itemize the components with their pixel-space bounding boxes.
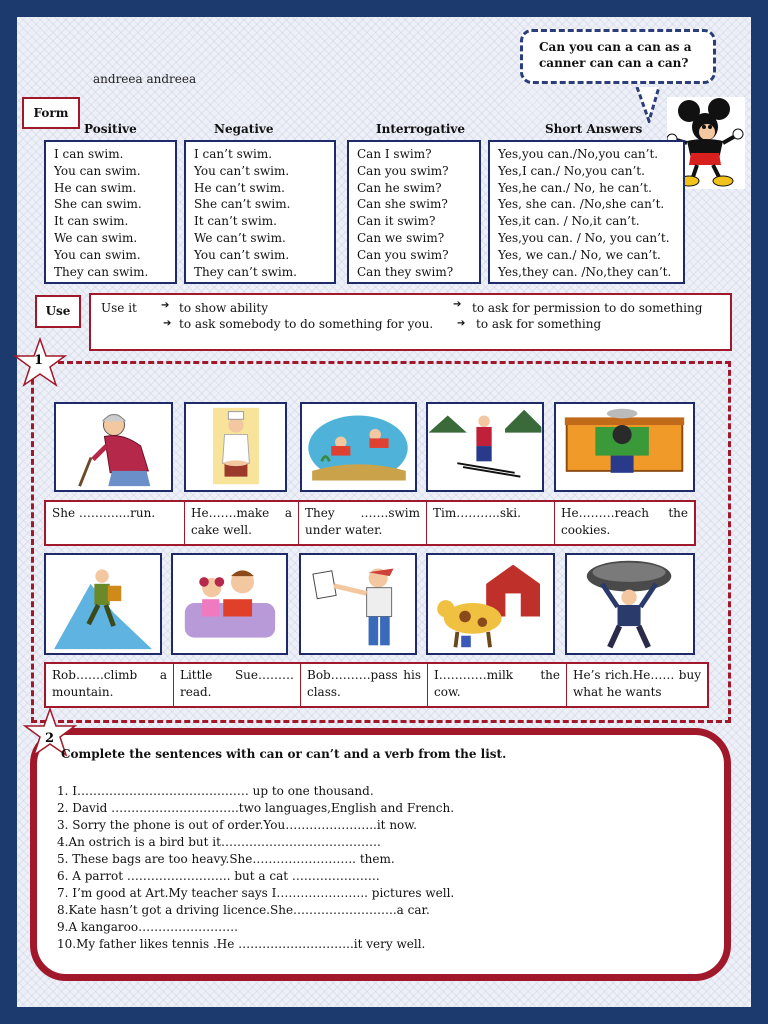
use-intro: Use it: [101, 301, 137, 315]
short-answer-line: Yes,you can./No,you can’t.: [498, 147, 659, 161]
rich-man-picture: [565, 553, 695, 655]
interrogative-line: Can he swim?: [357, 180, 442, 195]
use-permission: to ask for permission to do something: [472, 301, 703, 315]
exercise-2-item: 5. These bags are too heavy.She…………………….. them.: [57, 852, 395, 866]
reading-children-picture: [171, 553, 288, 655]
exercise-2-item: 1. I……………………………….…… up to one thousand.: [57, 784, 374, 798]
sentence-cell: Rob…….climb a mountain.: [46, 664, 174, 706]
short-answers-heading: Short Answers: [545, 122, 643, 136]
positive-line: You can swim.: [54, 163, 141, 178]
short-answer-line: Yes,I can./ No,you can’t.: [498, 163, 645, 178]
positive-line: You can swim.: [54, 247, 141, 262]
arrow-icon: ➔: [457, 318, 466, 329]
arrow-icon: ➔: [161, 300, 170, 311]
exercise-2-item: 8.Kate hasn’t got a driving licence.She……………………..a car.: [57, 903, 430, 917]
use-label: Use: [35, 295, 81, 328]
sentence-cell: Bob……….pass his class.: [301, 664, 428, 706]
negative-line: He can’t swim.: [194, 180, 285, 195]
use-request: to ask somebody to do something for you.: [179, 317, 434, 331]
interrogative-line: Can it swim?: [357, 214, 436, 229]
sentence-cell: He…….make a cake well.: [185, 502, 299, 544]
exercise-2-item: 6. A parrot …………………….. but a cat ………………….: [57, 869, 380, 883]
negative-line: It can’t swim.: [194, 214, 277, 229]
positive-line: She can swim.: [54, 197, 142, 212]
divers-picture: [300, 402, 417, 492]
negative-line: I can’t swim.: [194, 147, 273, 161]
short-answer-line: Yes, she can. /No,she can’t.: [498, 197, 665, 212]
sentence-cell: I…………milk the cow.: [428, 664, 567, 706]
old-woman-picture: [54, 402, 173, 492]
tongue-twister-bubble: Can you can a can as a canner can can a can?: [520, 29, 716, 84]
short-answer-line: Yes, we can./ No, we can’t.: [498, 247, 661, 262]
positive-line: They can swim.: [54, 264, 149, 279]
boy-with-diploma-picture: [299, 553, 417, 655]
sentence-cell: Little Sue……… read.: [174, 664, 301, 706]
short-answer-line: Yes,you can. / No, you can’t.: [498, 230, 670, 245]
exercise-2-item: 2. David …………………………..two languages,English and French.: [57, 801, 455, 815]
negative-line: They can’t swim.: [194, 264, 297, 279]
exercise-2-title: Complete the sentences with can or can’t and a verb from the list.: [61, 747, 507, 761]
interrogative-line: Can you swim?: [357, 163, 449, 178]
sentence-cell: Tim………..ski.: [427, 502, 555, 544]
exercise-1-row-1: [44, 500, 696, 546]
negative-line: You can’t swim.: [194, 247, 290, 262]
positive-line: It can swim.: [54, 214, 129, 229]
negative-line: She can’t swim.: [194, 197, 291, 212]
climber-picture: [44, 553, 162, 655]
sentence-cell: He………reach the cookies.: [561, 506, 688, 537]
negative-heading: Negative: [214, 122, 274, 136]
exercise-2-item: 9.A kangaroo…………………….: [57, 920, 238, 934]
sentence-cell: They …….swim under water.: [299, 502, 427, 544]
interrogative-heading: Interrogative: [376, 122, 466, 136]
interrogative-line: Can I swim?: [357, 147, 432, 161]
cow-and-barn-picture: [426, 553, 555, 655]
form-label: Form: [22, 97, 80, 129]
short-answers-box: [488, 140, 685, 284]
positive-line: He can swim.: [54, 180, 137, 195]
worksheet-page: [17, 17, 751, 1007]
exercise-1-row-2: [44, 662, 709, 708]
use-ask: to ask for something: [476, 317, 602, 331]
short-answer-line: Yes,they can. /No,they can’t.: [498, 264, 672, 279]
positive-box: [44, 140, 177, 284]
interrogative-line: Can she swim?: [357, 197, 448, 212]
boy-reaching-cookies-picture: [554, 402, 695, 492]
bubble-tail: [635, 87, 661, 123]
arrow-icon: ➔: [163, 318, 172, 329]
negative-line: You can’t swim.: [194, 163, 290, 178]
positive-line: We can swim.: [54, 230, 138, 245]
use-ability: to show ability: [179, 301, 269, 315]
interrogative-box: [347, 140, 481, 284]
exercise-2-item: 7. I’m good at Art.My teacher says I………………….. pictures well.: [57, 886, 455, 900]
author-name: andreea andreea: [93, 72, 197, 86]
sentence-cell: She ………....run.: [46, 502, 185, 544]
exercise-2-item: 3. Sorry the phone is out of order.You…………………..it now.: [57, 818, 417, 832]
exercise-1-number: 1: [34, 353, 44, 368]
short-answer-line: Yes,he can./ No, he can’t.: [498, 180, 652, 195]
arrow-icon: ➔: [453, 299, 462, 310]
interrogative-line: Can we swim?: [357, 230, 445, 245]
use-box: [89, 293, 732, 351]
positive-line: I can swim.: [54, 147, 124, 161]
interrogative-line: Can they swim?: [357, 264, 454, 279]
exercise-2-item: 4.An ostrich is a bird but it………………………………….: [57, 835, 381, 849]
negative-box: [184, 140, 336, 284]
short-answer-line: Yes,it can. / No,it can’t.: [498, 214, 640, 229]
skier-picture: [426, 402, 544, 492]
positive-heading: Positive: [84, 122, 137, 136]
negative-line: We can’t swim.: [194, 230, 286, 245]
baker-picture: [184, 402, 287, 492]
sentence-cell: He’s rich.He…… buy what he wants: [573, 668, 701, 699]
exercise-2-number: 2: [45, 731, 55, 746]
exercise-2-item: 10.My father likes tennis .He ………………………..it very well.: [57, 937, 426, 951]
exercise-2-list: [57, 783, 454, 953]
interrogative-line: Can you swim?: [357, 247, 449, 262]
